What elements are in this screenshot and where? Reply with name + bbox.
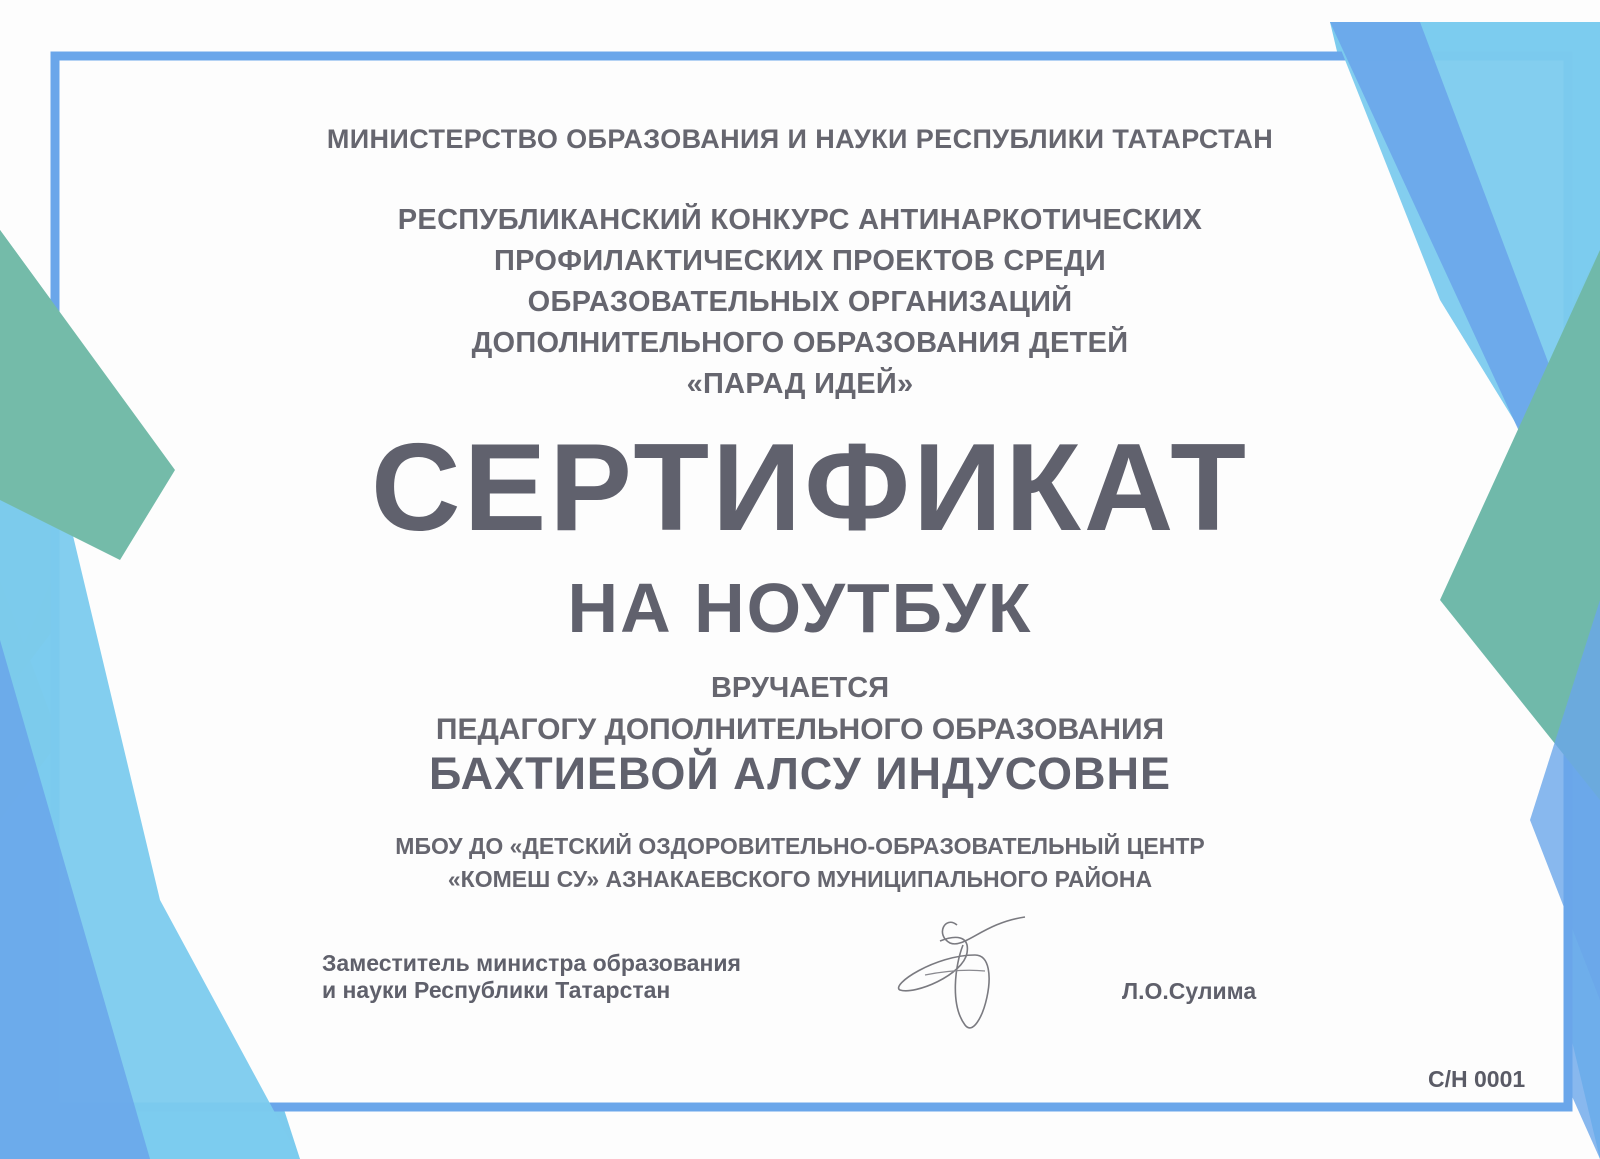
signer-title	[322, 950, 741, 1004]
contest-line: ДОПОЛНИТЕЛЬНОГО ОБРАЗОВАНИЯ ДЕТЕЙ	[471, 327, 1129, 359]
certificate-title: СЕРТИФИКАТ	[371, 419, 1249, 557]
contest-line: «ПАРАД ИДЕЙ»	[686, 368, 914, 400]
contest-name	[0, 200, 1600, 405]
signer-name: Л.О.Сулима	[1122, 978, 1257, 1004]
serial-number: С/Н 0001	[1428, 1066, 1526, 1092]
recipient-name: БАХТИЕВОЙ АЛСУ ИНДУСОВНЕ	[428, 748, 1172, 799]
ministry-heading: МИНИСТЕРСТВО ОБРАЗОВАНИЯ И НАУКИ РЕСПУБЛИКИ ТАТАРСТАН	[326, 124, 1274, 154]
contest-line: ОБРАЗОВАТЕЛЬНЫХ ОРГАНИЗАЦИЙ	[527, 286, 1073, 318]
signer-title-line: Заместитель министра образования	[322, 950, 741, 976]
awarded-label: ВРУЧАЕТСЯ	[710, 672, 890, 704]
organization-line: «КОМЕШ СУ» АЗНАКАЕВСКОГО МУНИЦИПАЛЬНОГО РАЙОНА	[447, 866, 1153, 892]
organization-line: МБОУ ДО «ДЕТСКИЙ ОЗДОРОВИТЕЛЬНО-ОБРАЗОВАТЕЛЬНЫЙ ЦЕНТР	[395, 833, 1205, 859]
handwritten-signature	[895, 905, 1055, 1045]
contest-line: РЕСПУБЛИКАНСКИЙ КОНКУРС АНТИНАРКОТИЧЕСКИХ	[397, 204, 1203, 236]
signer-title-line: и науки Республики Татарстан	[322, 977, 671, 1003]
recipient-position: ПЕДАГОГУ ДОПОЛНИТЕЛЬНОГО ОБРАЗОВАНИЯ	[435, 713, 1165, 746]
certificate-subtitle: НА НОУТБУК	[567, 569, 1033, 647]
organization	[0, 830, 1600, 896]
contest-line: ПРОФИЛАКТИЧЕСКИХ ПРОЕКТОВ СРЕДИ	[494, 245, 1106, 277]
